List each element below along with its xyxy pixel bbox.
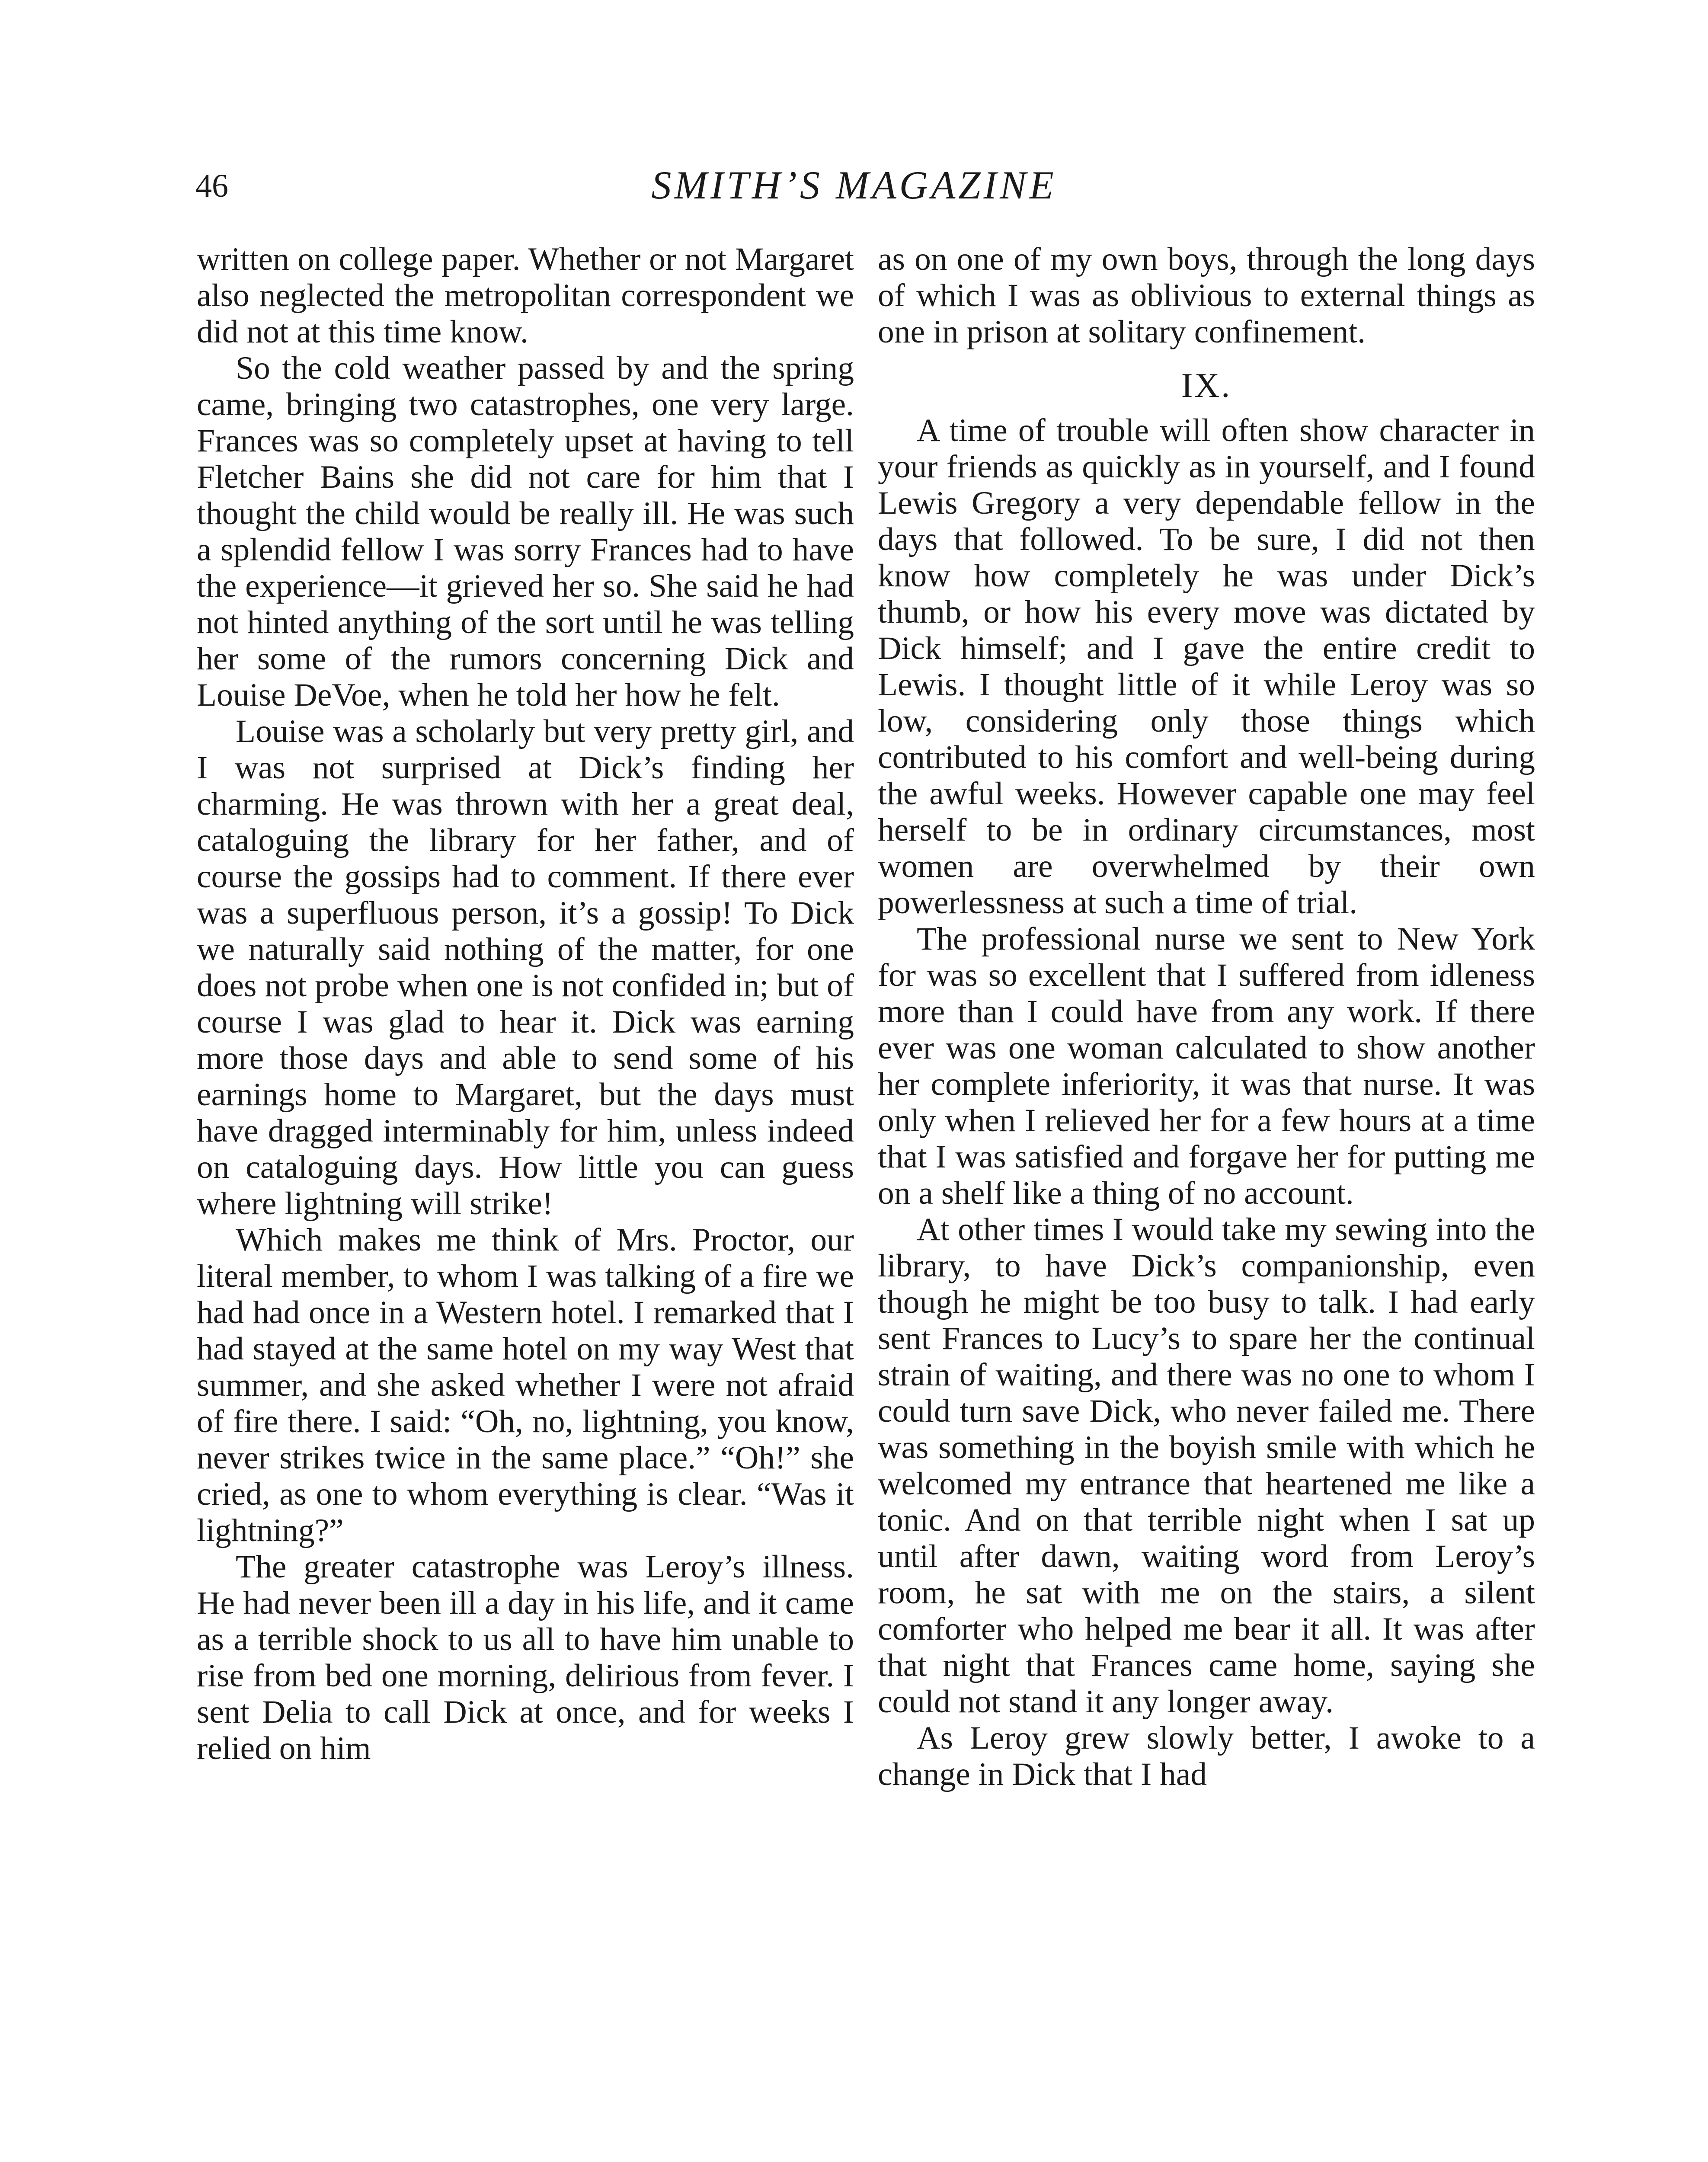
running-head-title: SMITH’S MAGAZINE bbox=[651, 163, 1057, 207]
page-number: 46 bbox=[195, 168, 228, 204]
left-column bbox=[197, 241, 854, 1767]
paragraph: The greater catastrophe was Leroy’s illness. He had never been ill a day in his life, and it came as a terrible shock to us all to have him unable to rise from bed one morning, delirious from fever. I sent Delia to call Dick at once, and for weeks I relied on him bbox=[197, 1549, 854, 1766]
paragraph: As Leroy grew slowly better, I awoke to a change in Dick that I had bbox=[878, 1720, 1535, 1792]
section-heading: IX. bbox=[1181, 367, 1232, 405]
paragraph: Which makes me think of Mrs. Proctor, our literal member, to whom I was talking of a fire we had had once in a Western hotel. I remarked that I had stayed at the same hotel on my way West that summer, and she asked whether I were not afraid of fire there. I said: “Oh, no, lightning, you know, never strikes twice in the same place.” “Oh!” she cried, as one to whom everything is clear. “Was it lightning?” bbox=[197, 1222, 854, 1548]
paragraph: At other times I would take my sewing into the library, to have Dick’s companionship, even though he might be too busy to talk. I had early sent Frances to Lucy’s to spare her the continual strain of waiting, and there was no one to whom I could turn save Dick, who never failed me. There was something in the boyish smile with which he welcomed my entrance that heartened me like a tonic. And on that terrible night when I sat up until after dawn, waiting word from Leroy’s room, he sat with me on the stairs, a silent comforter who helped me bear it all. It was after that night that Frances came home, saying she could not stand it any longer away. bbox=[878, 1212, 1535, 1720]
paragraph: Louise was a scholarly but very pretty girl, and I was not surprised at Dick’s finding her charming. He was thrown with her a great deal, cataloguing the library for her father, and of course the gossips had to comment. If there ever was a superfluous person, it’s a gossip! To Dick we naturally said nothing of the matter, for one does not probe when one is not confided in; but of course I was glad to hear it. Dick was earning more those days and able to send some of his earnings home to Margaret, but the days must have dragged interminably for him, unless indeed on cataloguing days. How little you can guess where lightning will strike! bbox=[197, 713, 854, 1222]
right-column bbox=[878, 241, 1535, 1793]
paragraph: as on one of my own boys, through the long days of which I was as oblivious to external things as one in prison at solitary confinement. bbox=[878, 241, 1535, 350]
paragraph: The professional nurse we sent to New York for was so excellent that I suffered from idleness more than I could have from any work. If there ever was one woman calculated to show another her complete inferiority, it was that nurse. It was only when I relieved her for a few hours at a time that I was satisfied and forgave her for putting me on a shelf like a thing of no account. bbox=[878, 921, 1535, 1211]
paragraph: A time of trouble will often show character in your friends as quickly as in yourself, and I found Lewis Gregory a very dependable fellow in the days that followed. To be sure, I did not then know how completely he was under Dick’s thumb, or how his every move was dictated by Dick himself; and I gave the entire credit to Lewis. I thought little of it while Leroy was so low, considering only those things which contributed to his comfort and well-being during the awful weeks. However capable one may feel herself to be in ordinary circumstances, most women are overwhelmed by their own powerlessness at such a time of trial. bbox=[878, 413, 1535, 921]
paragraph: written on college paper. Whether or not Margaret also neglected the metropolitan correspondent we did not at this time know. bbox=[197, 241, 854, 350]
paragraph: So the cold weather passed by and the spring came, bringing two catastrophes, one very large. Frances was so completely upset at having to tell Fletcher Bains she did not care for him that I thought the child would be really ill. He was such a splendid fellow I was sorry Frances had to have the experience—it grieved her so. She said he had not hinted anything of the sort until he was telling her some of the rumors concerning Dick and Louise DeVoe, when he told her how he felt. bbox=[197, 350, 854, 713]
